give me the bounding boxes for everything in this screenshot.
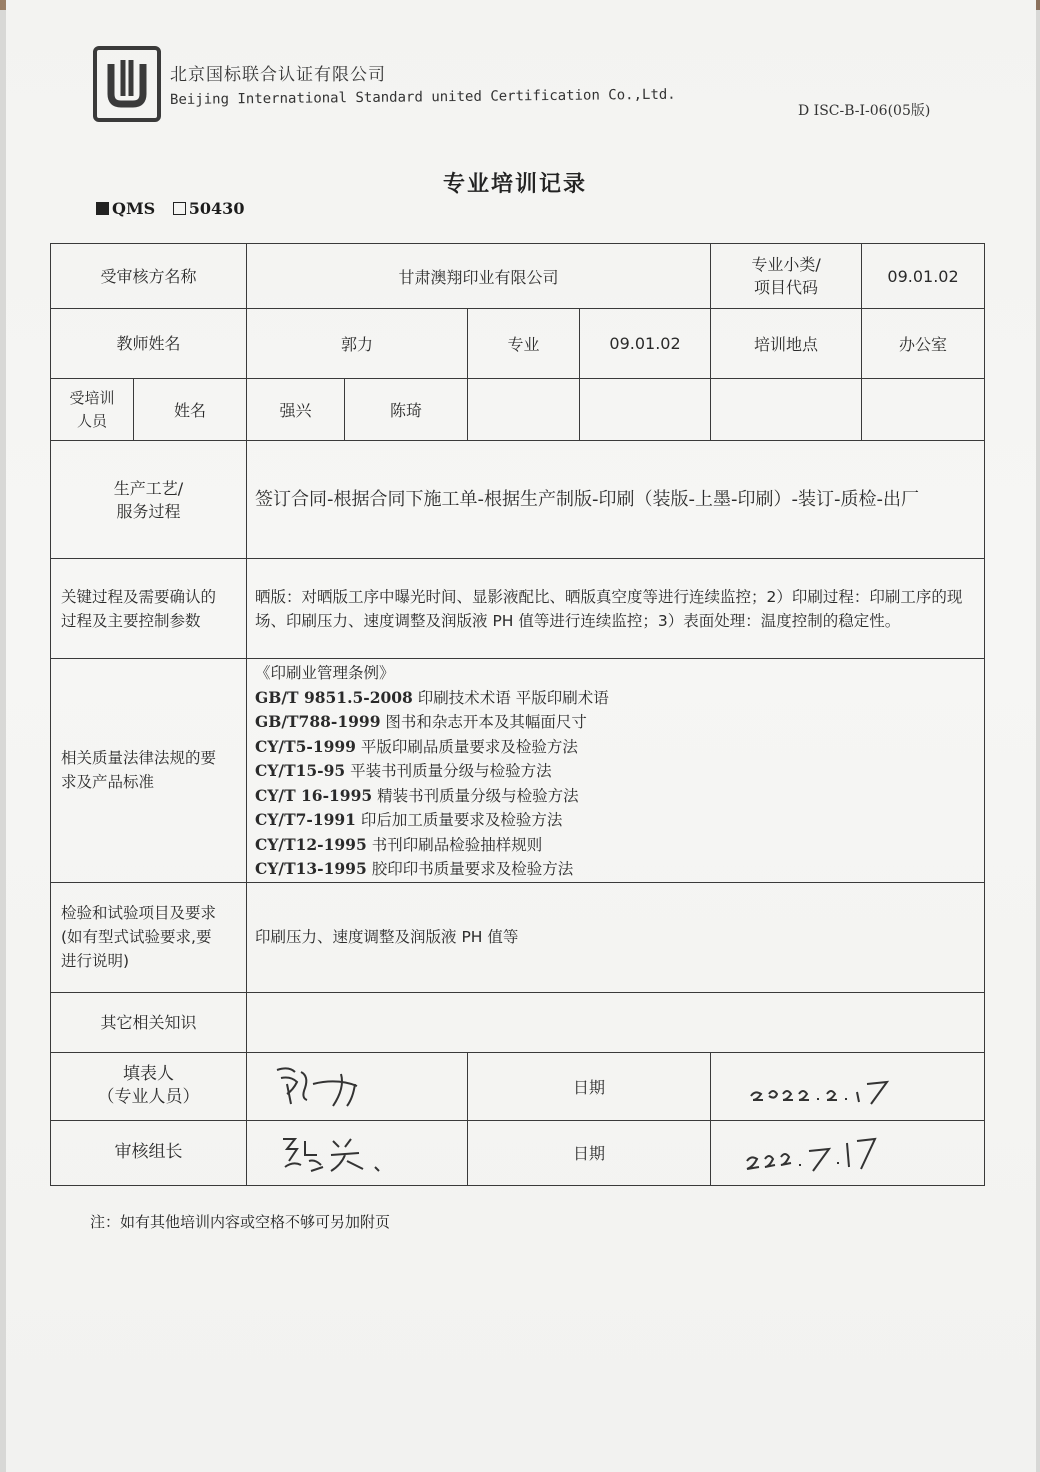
checkbox-checked-icon (96, 202, 109, 215)
major-value: 09.01.02 (580, 309, 711, 379)
subcategory-value: 09.01.02 (862, 244, 985, 309)
teacher-label: 教师姓名 (51, 309, 247, 379)
other-knowledge-label: 其它相关知识 (51, 992, 247, 1052)
standard-item: CY/T13-1995 胶印印书质量要求及检验方法 (255, 859, 574, 878)
row-reviewer (51, 1120, 985, 1185)
standard-item: 《印刷业管理条例》 (255, 664, 395, 682)
standard-item: CY/T 16-1995 精装书刊质量分级与检验方法 (255, 785, 579, 805)
filler-date-label: 日期 (468, 1052, 711, 1120)
filler-label: 填表人 （专业人员） (51, 1052, 247, 1120)
reviewer-label: 审核组长 (51, 1120, 247, 1185)
org-label: 受审核方名称 (51, 244, 247, 309)
row-key-process (51, 559, 985, 659)
company-logo (93, 46, 161, 122)
trainee-4-empty (580, 379, 711, 441)
company-name-en: Beijing International Standard united Certification Co.,Ltd. (169, 86, 676, 108)
name-label: 姓名 (134, 379, 247, 441)
location-value: 办公室 (862, 309, 985, 379)
standard-item: CY/T5-1999 平版印刷品质量要求及检验方法 (255, 736, 578, 756)
key-process-value: 晒版：对晒版工序中曝光时间、显影液配比、晒版真空度等进行连续监控；2）印刷过程：印刷工序的现场、印刷压力、速度调整及润版液 PH 值等进行连续监控；3）表面处理：温度控制的稳定性。 (247, 559, 985, 659)
row-process (51, 441, 985, 559)
trainee-3-empty (468, 379, 580, 441)
org-value: 甘肃澳翔印业有限公司 (247, 244, 711, 309)
row-teacher (51, 309, 985, 379)
testing-value: 印刷压力、速度调整及润版液 PH 值等 (247, 882, 985, 992)
process-label: 生产工艺/ 服务过程 (51, 441, 247, 559)
reviewer-signature (247, 1120, 468, 1185)
standard-item: CY/T7-1991 印后加工质量要求及检验方法 (255, 810, 563, 829)
standard-item: GB/T788-1999 图书和杂志开本及其幅面尺寸 (255, 712, 587, 731)
trainee-5-empty (711, 379, 862, 441)
key-process-label: 关键过程及需要确认的 过程及主要控制参数 (51, 559, 247, 659)
footer-note: 注：如有其他培训内容或空格不够可另加附页 (90, 1213, 391, 1231)
row-standards (51, 659, 985, 883)
checkbox-qms[interactable]: QMS (96, 199, 155, 218)
reviewer-date-label: 日期 (468, 1120, 711, 1185)
reviewer-date (711, 1120, 985, 1185)
subcategory-label: 专业小类/ 项目代码 (711, 244, 862, 309)
row-other-knowledge (51, 992, 985, 1052)
location-label: 培训地点 (711, 309, 862, 379)
row-organization (51, 244, 985, 309)
row-filler (51, 1052, 985, 1120)
trainees-label: 受培训 人员 (51, 379, 134, 441)
standard-item: GB/T 9851.5-2008 印刷技术术语 平版印刷术语 (255, 687, 609, 707)
other-knowledge-value (247, 992, 985, 1052)
process-value: 签订合同-根据合同下施工单-根据生产制版-印刷（装版-上墨-印刷）-装订-质检-出厂 (247, 441, 985, 559)
trainee-6-empty (862, 379, 985, 441)
trainee-2: 陈琦 (345, 379, 468, 441)
testing-label: 检验和试验项目及要求 (如有型式试验要求,要 进行说明) (51, 882, 247, 992)
standards-label: 相关质量法律法规的要 求及产品标准 (51, 659, 247, 883)
standard-checkboxes (96, 199, 256, 218)
document-number: D ISC-B-I-06(05版) (798, 103, 931, 119)
standards-list (247, 659, 985, 883)
trainee-1: 强兴 (247, 379, 345, 441)
document-title: 专业培训记录 (442, 172, 587, 197)
standard-item: CY/T15-95 平装书刊质量分级与检验方法 (255, 761, 552, 780)
filler-signature (247, 1052, 468, 1120)
major-label: 专业 (468, 309, 580, 379)
standard-item: CY/T12-1995 书刊印刷品检验抽样规则 (255, 834, 543, 854)
company-name-cn: 北京国标联合认证有限公司 (170, 65, 386, 85)
filler-date (711, 1052, 985, 1120)
training-record-table (50, 243, 985, 1186)
row-trainees (51, 379, 985, 441)
checkbox-50430[interactable]: 50430 (173, 199, 245, 218)
teacher-value: 郭力 (247, 309, 468, 379)
checkbox-empty-icon (173, 202, 186, 215)
row-testing (51, 882, 985, 992)
